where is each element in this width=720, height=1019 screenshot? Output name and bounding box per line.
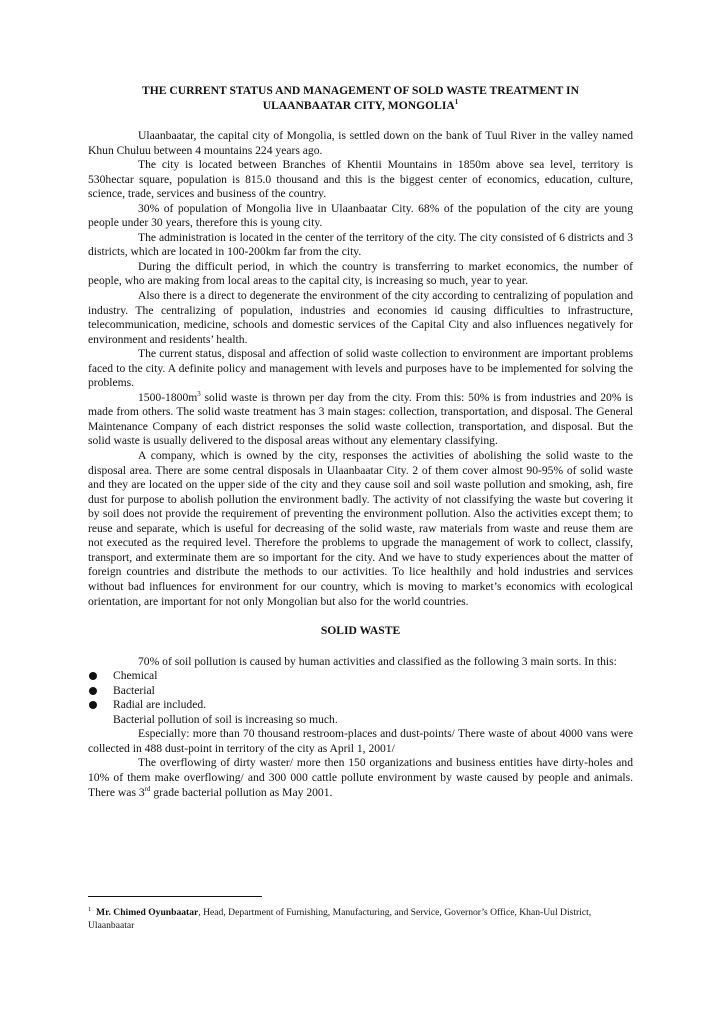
p8-pre: 1500-1800m: [138, 390, 198, 404]
document-page: [88, 84, 633, 800]
footnote: [88, 906, 633, 932]
paragraph-3: 30% of population of Mongolia live in Ulaanbaatar City. 68% of the population of the city are young people under 30 years, therefore this is young city.: [88, 201, 633, 230]
document-title: [88, 84, 633, 113]
title-line-1: THE CURRENT STATUS AND MANAGEMENT OF SOLD WASTE TREATMENT IN: [142, 84, 579, 97]
bullet-icon: [89, 701, 97, 709]
paragraph-5: During the difficult period, in which the country is transferring to market economics, the number of people, who are making from local areas to the capital city, is increasing so much, year to year.: [88, 259, 633, 288]
paragraph-8: [88, 391, 633, 449]
footnote-text: , Head, Department of Furnishing, Manufacturing, and Service, Governor’s Office, Khan-Uul District, Ulaanbaatar: [88, 907, 592, 931]
list-item-label: Bacterial: [113, 683, 155, 697]
paragraph-1: Ulaanbaatar, the capital city of Mongolia, is settled down on the bank of Tuul River in the valley named Khun Chuluu between 4 mountains 224 years ago.: [88, 129, 633, 157]
s4-pre: The overflowing of dirty waster/ more then 150 organizations and business entities have dirty-holes and 10% of them make overflowing/ and 300 000 cattle pollute environment by waste caused by people and animals. There was 3: [88, 756, 633, 799]
list-item: [88, 669, 633, 684]
list-item-label: Chemical: [113, 669, 158, 683]
s4-sup: rd: [144, 784, 151, 793]
bacterial-note: Bacterial pollution of soil is increasing so much.: [113, 712, 338, 726]
overflow-paragraph: [88, 756, 633, 800]
footnote-author: Mr. Chimed Oyunbaatar: [96, 907, 199, 918]
paragraph-6: Also there is a direct to degenerate the environment of the city according to centralizing of population and industry. The centralizing of population, industries and economies id causing difficulties to infrastructure, telecommunication, medicine, schools and domestic services of the Capital City and also influences negatively for environment and residents’ health.: [88, 289, 633, 346]
list-item: [88, 684, 633, 699]
pollution-sorts-list: [88, 669, 633, 713]
list-item-label: Radial are included.: [113, 698, 207, 712]
paragraph-7: The current status, disposal and affection of solid waste collection to environment are important problems faced to the city. A definite policy and management with levels and purposes have to be implemented for solving the problems.: [88, 347, 633, 390]
title-line-2: ULAANBAATAR CITY, MONGOLIA: [262, 98, 455, 112]
p8-sup: 3: [197, 389, 201, 398]
paragraph-2: The city is located between Branches of Khentii Mountains in 1850m above sea level, territory is 530hectar square, population is 815.0 thousand and this is the biggest center of economics, education, culture, science, trade, services and business of the country.: [88, 158, 633, 201]
s4-post: grade bacterial pollution as May 2001.: [150, 785, 333, 799]
footnote-mark: 1: [88, 905, 92, 913]
solid-waste-intro: 70% of soil pollution is caused by human activities and classified as the following 3 main sorts. In this:: [138, 654, 617, 668]
restroom-paragraph: Especially: more than 70 thousand restroom-places and dust-points/ There waste of about 4000 vans were collected in 488 dust-point in territory of the city as April 1, 2001/: [88, 727, 633, 755]
bullet-icon: [89, 687, 97, 695]
bullet-icon: [89, 672, 97, 680]
paragraph-4: The administration is located in the center of the territory of the city. The city consisted of 6 districts and 3 districts, which are located in 100-200km far from the city.: [88, 230, 633, 259]
footnote-divider: [88, 896, 262, 897]
paragraph-9: A company, which is owned by the city, responses the activities of abolishing the solid waste to the disposal area. There are some central disposals in Ulaanbaatar City. 2 of them cover almost 90-95% of solid waste and they are located on the upper side of the city and they cause soil and soil waste pollution and smoking, ash, fire dust for purpose to abolish pollution the environment badly. The activity of not classifying the waste but covering it by soil does not provide the requirement of preventing the environment pollution. Also the activities except them; to reuse and separate, which is useful for decreasing of the solid waste, raw materials from waste and reuse them are not executed as the required level. Therefore the problems to upgrade the management of work to collect, classify, transport, and exterminate them are so important for the city. And we have to study experiences about the matter of foreign countries and distribute the methods to our activities. To lice healthily and hold industries and services without bad influences for environment for our country, which is moving to market’s economics with ecological orientation, are important for not only Mongolian but also for the world countries.: [88, 449, 633, 608]
title-footnote-ref: 1: [454, 97, 459, 106]
list-item: [88, 698, 633, 713]
section-heading: SOLID WASTE: [320, 624, 401, 638]
p8-post: solid waste is thrown per day from the city. From this: 50% is from industries and 20% is made from others. The solid waste treatment has 3 main stages: collection, transportation, and disposal. The General Maintenance Company of each district responses the solid waste collection, transportation, and disposal. But the solid waste is usually delivered to the disposal areas without any elementary classifying.: [88, 390, 633, 448]
